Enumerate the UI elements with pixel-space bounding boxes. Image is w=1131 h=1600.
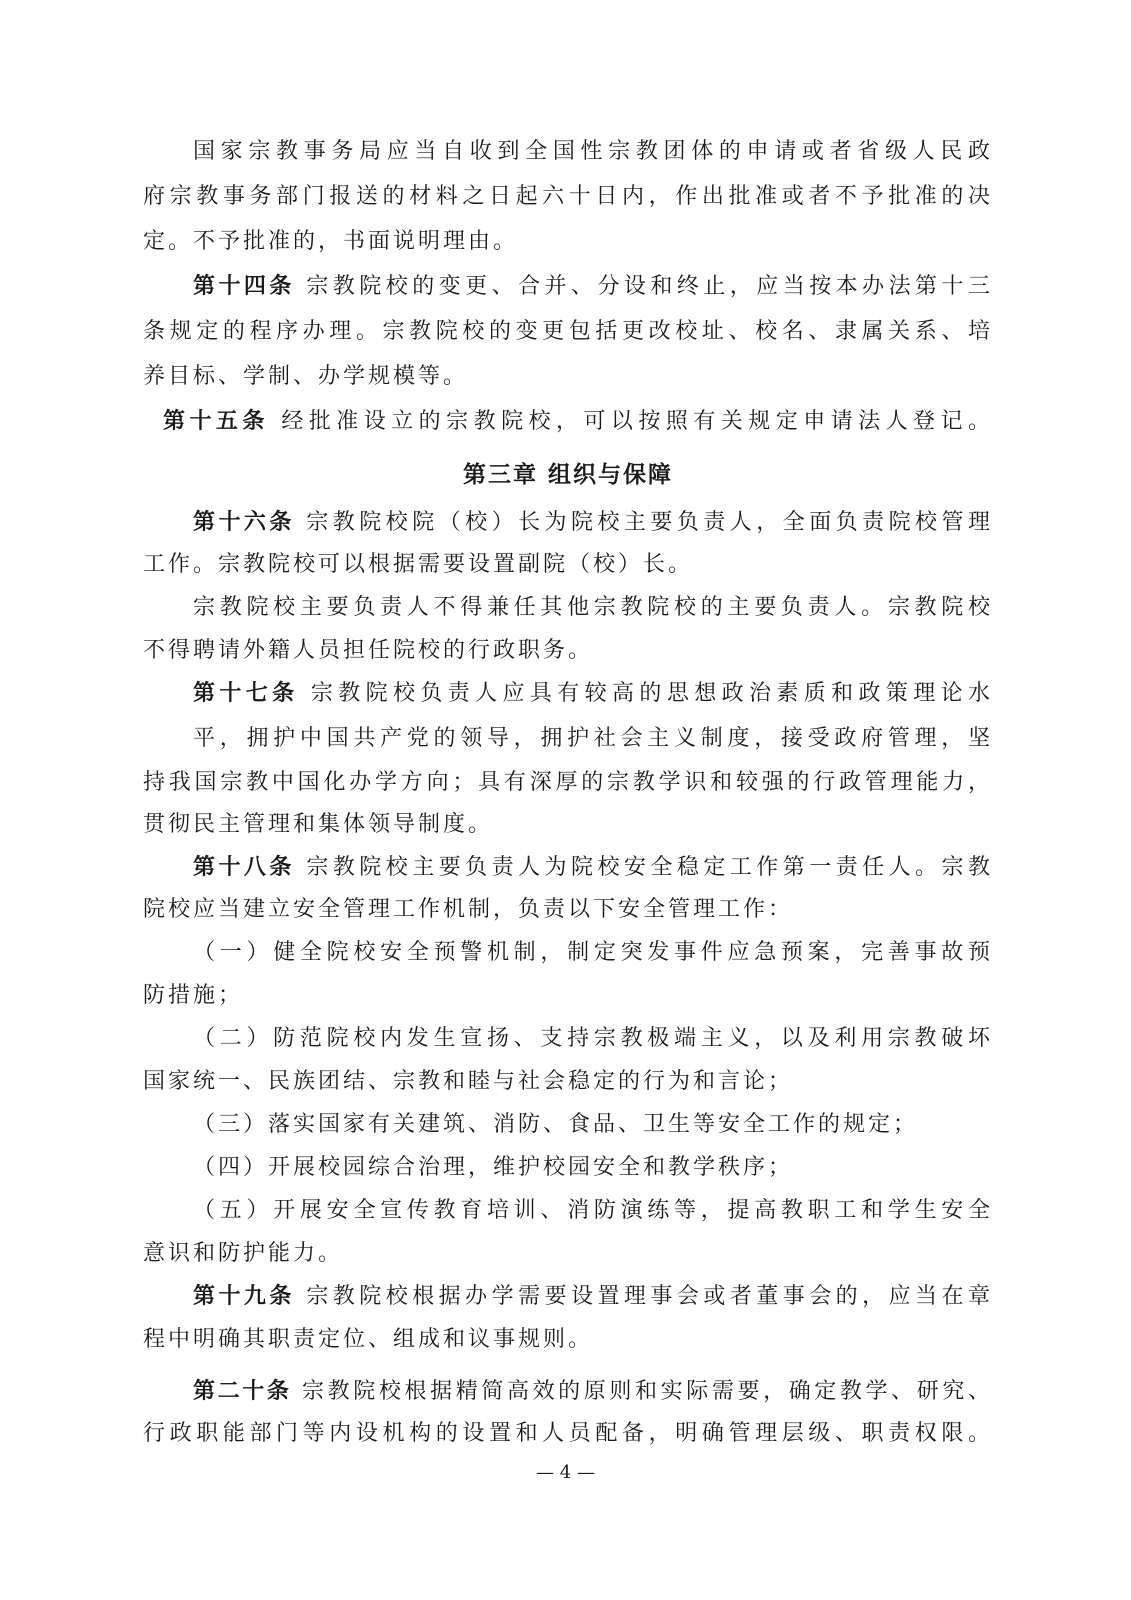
text-line: 宗教院校主要负责人不得兼任其他宗教院校的主要负责人。宗教院校 xyxy=(193,595,993,620)
article-15: 第十五条 经批准设立的宗教院校，可以按照有关规定申请法人登记。 xyxy=(163,409,993,434)
article-heading: 第十四条 xyxy=(193,274,295,299)
text-line: 工作。宗教院校可以根据需要设置副院（校）长。 xyxy=(143,552,694,577)
text-line: 持我国宗教中国化办学方向；具有深厚的宗教学识和较强的行政管理能力， xyxy=(143,770,993,795)
article-heading: 第十六条 xyxy=(193,510,295,535)
article-19: 第十九条 宗教院校根据办学需要设置理事会或者董事会的，应当在章 xyxy=(193,1284,993,1309)
text-line: 定。不予批准的，书面说明理由。 xyxy=(143,229,519,254)
article-20: 第二十条 宗教院校根据精简高效的原则和实际需要，确定教学、研究、 xyxy=(193,1379,993,1404)
text-line: 院校应当建立安全管理工作机制，负责以下安全管理工作： xyxy=(143,897,794,922)
chapter-title: 第三章 组织与保障 xyxy=(462,462,673,488)
text-line: 行政职能部门等内设机构的设置和人员配备，明确管理层级、职责权限。 xyxy=(143,1421,993,1446)
article-heading: 第二十条 xyxy=(193,1379,292,1404)
text-line: 国家统一、民族团结、宗教和睦与社会稳定的行为和言论； xyxy=(143,1069,794,1094)
list-item: （二）防范院校内发生宣扬、支持宗教极端主义，以及利用宗教破坏 xyxy=(193,1026,993,1051)
text-line: 府宗教事务部门报送的材料之日起六十日内，作出批准或者不予批准的决 xyxy=(143,184,993,209)
text-line: 平，拥护中国共产党的领导，拥护社会主义制度，接受政府管理，坚 xyxy=(193,726,993,751)
text-line: 贯彻民主管理和集体领导制度。 xyxy=(143,812,494,837)
list-item: （三）落实国家有关建筑、消防、食品、卫生等安全工作的规定； xyxy=(193,1112,919,1137)
article-16: 第十六条 宗教院校院（校）长为院校主要负责人，全面负责院校管理 xyxy=(193,510,993,535)
article-heading: 第十七条 xyxy=(193,681,299,706)
article-heading: 第十八条 xyxy=(193,855,295,880)
list-item: （四）开展校园综合治理，维护校园安全和教学秩序； xyxy=(193,1155,794,1180)
article-18: 第十八条 宗教院校主要负责人为院校安全稳定工作第一责任人。宗教 xyxy=(193,855,993,880)
text-line: 不得聘请外籍人员担任院校的行政职务。 xyxy=(143,638,594,663)
article-17: 第十七条 宗教院校负责人应具有较高的思想政治素质和政策理论水 xyxy=(193,681,993,706)
article-heading: 第十五条 xyxy=(163,409,269,434)
text-line: 条规定的程序办理。宗教院校的变更包括更改校址、校名、隶属关系、培 xyxy=(143,319,993,344)
text-line: 防措施； xyxy=(143,983,244,1008)
page-number: — 4 — xyxy=(536,1462,595,1483)
text-line: 国家宗教事务局应当自收到全国性宗教团体的申请或者省级人民政 xyxy=(193,139,993,164)
article-14: 第十四条 宗教院校的变更、合并、分设和终止，应当按本办法第十三 xyxy=(193,274,993,299)
list-item: （五）开展安全宣传教育培训、消防演练等，提高教职工和学生安全 xyxy=(193,1198,993,1223)
text-line: 意识和防护能力。 xyxy=(143,1241,344,1266)
text-line: 程中明确其职责定位、组成和议事规则。 xyxy=(143,1327,594,1352)
article-heading: 第十九条 xyxy=(193,1284,295,1309)
list-item: （一）健全院校安全预警机制，制定突发事件应急预案，完善事故预 xyxy=(193,940,993,965)
text-line: 养目标、学制、办学规模等。 xyxy=(143,364,469,389)
